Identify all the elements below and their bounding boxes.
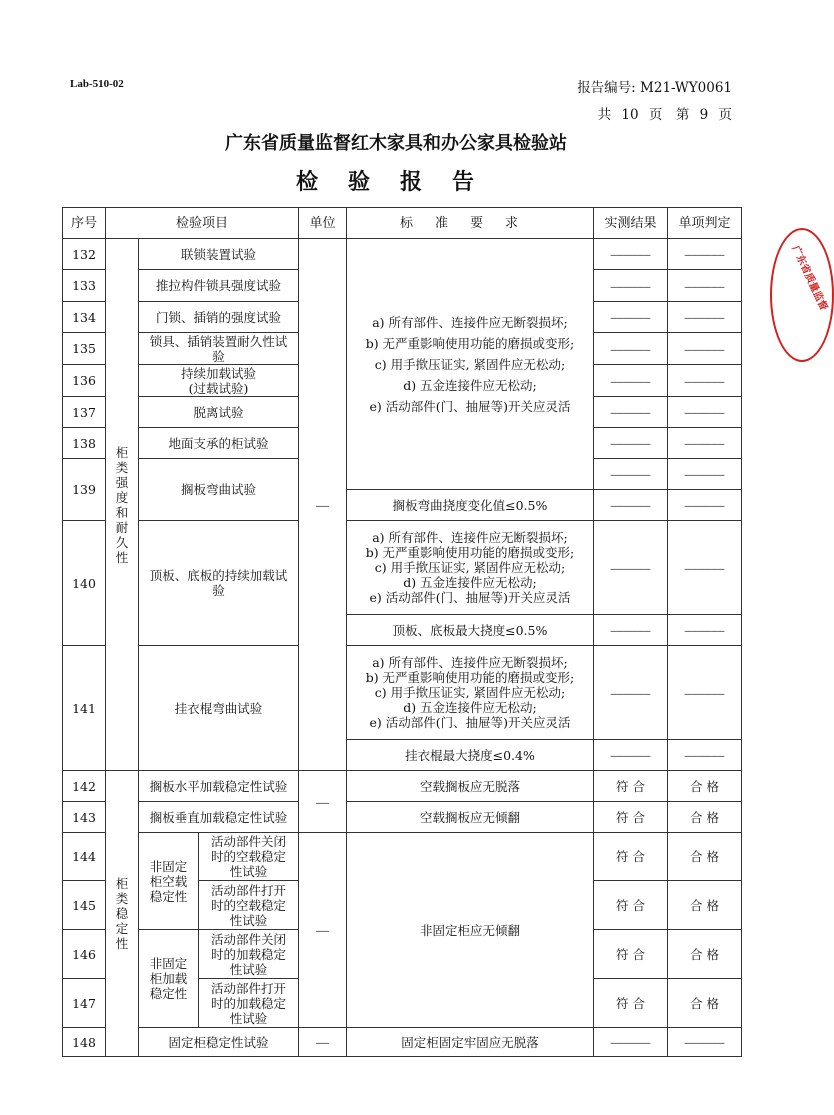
result-cell: —————— <box>594 521 668 615</box>
requirement-line: c) 用手揿压证实, 紧固件应无松动; <box>374 356 566 372</box>
test-item: 活动部件打开时的加载稳定性试验 <box>199 979 299 1028</box>
test-item: 固定柜稳定性试验 <box>139 1028 299 1057</box>
group-char: 柜 <box>115 876 129 891</box>
result-cell: —————— <box>594 1028 668 1057</box>
test-item: 搁板弯曲试验 <box>139 459 299 521</box>
requirement-line: d) 五金连接件应无松动; <box>403 575 537 590</box>
requirement-line: a) 所有部件、连接件应无断裂损坏; <box>372 314 568 330</box>
unit-cell: —— <box>299 833 347 1028</box>
group-char: 性 <box>115 549 129 565</box>
result-cell: —————— <box>594 428 668 459</box>
organization-title: 广东省质量监督红木家具和办公家具检验站 <box>225 133 567 154</box>
test-item: 活动部件关闭时的空载稳定性试验 <box>199 833 299 881</box>
verdict-cell: 合 格 <box>668 833 742 881</box>
row-no: 143 <box>63 802 106 833</box>
col-header-unit: 单位 <box>299 208 347 239</box>
result-cell: 符 合 <box>594 802 668 833</box>
table-row <box>63 646 742 740</box>
row-no: 147 <box>63 979 106 1028</box>
verdict-cell: 合 格 <box>668 930 742 979</box>
lab-code: Lab-510-02 <box>70 78 124 90</box>
standard-text: 固定柜固定牢固应无脱落 <box>347 1028 594 1057</box>
row-no: 137 <box>63 397 106 428</box>
result-cell: —————— <box>594 270 668 302</box>
verdict-cell: —————— <box>668 270 742 302</box>
row-no: 140 <box>63 521 106 646</box>
group-char: 柜 <box>115 444 129 460</box>
result-cell: —————— <box>594 615 668 646</box>
test-item: 脱离试验 <box>139 397 299 428</box>
row-no: 145 <box>63 881 106 930</box>
row-no: 136 <box>63 365 106 397</box>
test-item: 挂衣棍弯曲试验 <box>139 646 299 771</box>
result-cell: —————— <box>594 459 668 490</box>
test-item: 门锁、插销的强度试验 <box>139 302 299 333</box>
test-item: 活动部件打开时的空载稳定性试验 <box>199 881 299 930</box>
result-cell: —————— <box>594 646 668 740</box>
report-number: 报告编号: M21-WY0061 <box>577 80 732 96</box>
requirement-line: b) 无严重影响使用功能的磨损或变形; <box>365 670 575 685</box>
group-char: 强 <box>115 474 129 490</box>
sub-group-empty-load: 非固定柜空载稳定性 <box>139 833 199 930</box>
standard-text: 非固定柜应无倾翻 <box>347 833 594 1028</box>
row-no: 134 <box>63 302 106 333</box>
verdict-cell: —————— <box>668 365 742 397</box>
verdict-cell: —————— <box>668 239 742 270</box>
verdict-cell: —————— <box>668 397 742 428</box>
group-char: 性 <box>115 936 129 951</box>
requirement-line: c) 用手揿压证实, 紧固件应无松动; <box>374 685 566 700</box>
official-seal: 广东省质量监督 <box>770 228 834 362</box>
test-item: 顶板、底板的持续加载试验 <box>139 521 299 646</box>
row-no: 148 <box>63 1028 106 1057</box>
verdict-cell: —————— <box>668 459 742 490</box>
unit-cell: —— <box>299 239 347 771</box>
row-no: 139 <box>63 459 106 521</box>
requirement-line: d) 五金连接件应无松动; <box>403 700 537 715</box>
row-no: 138 <box>63 428 106 459</box>
verdict-cell: 合 格 <box>668 881 742 930</box>
unit-cell: —— <box>299 771 347 833</box>
row-no: 141 <box>63 646 106 771</box>
col-header-result: 实测结果 <box>594 208 668 239</box>
result-cell: 符 合 <box>594 979 668 1028</box>
verdict-cell: —————— <box>668 740 742 771</box>
test-item: 搁板水平加载稳定性试验 <box>139 771 299 802</box>
result-cell: —————— <box>594 333 668 365</box>
verdict-cell: —————— <box>668 521 742 615</box>
table-header-row <box>63 208 742 239</box>
table-row <box>63 239 742 270</box>
verdict-cell: —————— <box>668 615 742 646</box>
requirement-line: a) 所有部件、连接件应无断裂损坏; <box>372 530 568 545</box>
table-row <box>63 521 742 615</box>
row-no: 135 <box>63 333 106 365</box>
group-char: 度 <box>115 489 129 505</box>
group-label-stability <box>106 771 139 1057</box>
verdict-cell: 合 格 <box>668 771 742 802</box>
col-header-item: 检验项目 <box>106 208 299 239</box>
requirement-line: e) 活动部件(门、抽屉等)开关应灵活 <box>369 715 571 730</box>
table-row <box>63 1028 742 1057</box>
table-row <box>63 802 742 833</box>
result-cell: —————— <box>594 397 668 428</box>
page-info: 共 10 页 第 9 页 <box>597 107 732 123</box>
requirement-line: c) 用手揿压证实, 紧固件应无松动; <box>374 560 566 575</box>
standard-text: 挂衣棍最大挠度≤0.4% <box>347 740 594 771</box>
standard-requirements <box>347 521 594 615</box>
group-char: 定 <box>115 921 129 936</box>
result-cell: —————— <box>594 239 668 270</box>
group-char: 和 <box>115 504 129 520</box>
unit-cell: —— <box>299 1028 347 1057</box>
verdict-cell: —————— <box>668 333 742 365</box>
row-no: 142 <box>63 771 106 802</box>
group-char: 类 <box>115 459 129 475</box>
requirement-line: b) 无严重影响使用功能的磨损或变形; <box>365 335 575 351</box>
result-cell: —————— <box>594 365 668 397</box>
requirement-line: b) 无严重影响使用功能的磨损或变形; <box>365 545 575 560</box>
result-cell: 符 合 <box>594 930 668 979</box>
standard-text: 顶板、底板最大挠度≤0.5% <box>347 615 594 646</box>
group-char: 久 <box>115 534 129 550</box>
requirement-line: e) 活动部件(门、抽屉等)开关应灵活 <box>369 398 571 414</box>
document-title: 检验报告 <box>295 170 504 195</box>
table-row <box>63 771 742 802</box>
standard-requirements <box>347 646 594 740</box>
result-cell: —————— <box>594 490 668 521</box>
standard-text: 空载搁板应无倾翻 <box>347 802 594 833</box>
row-no: 133 <box>63 270 106 302</box>
test-item: 锁具、插销装置耐久性试验 <box>139 333 299 365</box>
verdict-cell: —————— <box>668 646 742 740</box>
row-no: 132 <box>63 239 106 270</box>
requirement-line: d) 五金连接件应无松动; <box>403 377 537 393</box>
test-item: 持续加载试验 (过载试验) <box>139 365 299 397</box>
verdict-cell: —————— <box>668 302 742 333</box>
test-item: 推拉构件锁具强度试验 <box>139 270 299 302</box>
col-header-no: 序号 <box>63 208 106 239</box>
result-cell: 符 合 <box>594 771 668 802</box>
verdict-cell: 合 格 <box>668 802 742 833</box>
result-cell: —————— <box>594 302 668 333</box>
row-no: 146 <box>63 930 106 979</box>
group-char: 类 <box>115 891 129 906</box>
verdict-cell: —————— <box>668 1028 742 1057</box>
inspection-table <box>62 207 742 1057</box>
standard-requirements <box>347 239 594 490</box>
row-no: 144 <box>63 833 106 881</box>
group-char: 稳 <box>115 906 129 921</box>
standard-text: 空载搁板应无脱落 <box>347 771 594 802</box>
verdict-cell: —————— <box>668 428 742 459</box>
result-cell: 符 合 <box>594 881 668 930</box>
result-cell: 符 合 <box>594 833 668 881</box>
test-item: 活动部件关闭时的加载稳定性试验 <box>199 930 299 979</box>
requirement-line: e) 活动部件(门、抽屉等)开关应灵活 <box>369 590 571 605</box>
col-header-verdict: 单项判定 <box>668 208 742 239</box>
test-item: 搁板垂直加载稳定性试验 <box>139 802 299 833</box>
verdict-cell: —————— <box>668 490 742 521</box>
test-item: 地面支承的柜试验 <box>139 428 299 459</box>
requirement-line: a) 所有部件、连接件应无断裂损坏; <box>372 655 568 670</box>
result-cell: —————— <box>594 740 668 771</box>
test-item: 联锁装置试验 <box>139 239 299 270</box>
table-row <box>63 833 742 881</box>
group-label-strength-durability <box>106 239 139 771</box>
group-char: 耐 <box>115 519 129 535</box>
sub-group-loaded: 非固定柜加载稳定性 <box>139 930 199 1028</box>
verdict-cell: 合 格 <box>668 979 742 1028</box>
col-header-standard: 标准要求 <box>347 208 594 239</box>
standard-text: 搁板弯曲挠度变化值≤0.5% <box>347 490 594 521</box>
